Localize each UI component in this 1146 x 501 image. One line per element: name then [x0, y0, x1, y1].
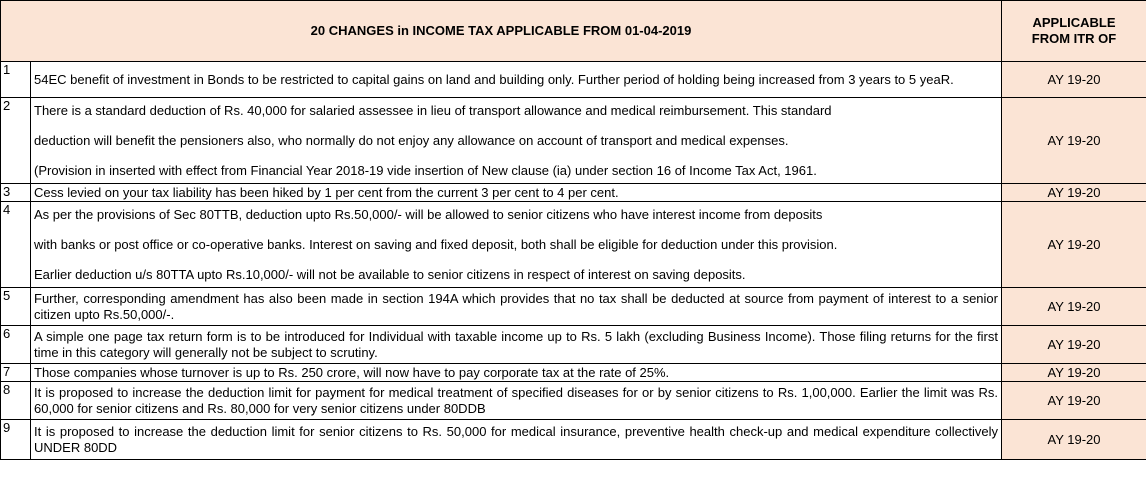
table-row [1, 62, 1146, 98]
row-description [31, 364, 1002, 382]
description-line: Those companies whose turnover is up to Rs. 250 crore, will now have to pay corporate tax at the rate of 25%. [34, 364, 670, 380]
description-line: 54EC benefit of investment in Bonds to be restricted to capital gains on land and building only. Further period of holding being increased from 3 years to 5 yeaR. [34, 71, 954, 87]
description-line: It is proposed to increase the deduction limit for senior citizens to Rs. 50,000 for medical insurance, preventive health check-up and medical expenditure collectively UNDER 80DD [34, 423, 998, 455]
table-row [1, 382, 1146, 420]
row-description [31, 98, 1002, 184]
description-line: It is proposed to increase the deduction limit for payment for medical treatment of specified diseases for or by senior citizens to Rs. 1,00,000. Earlier the limit was Rs. 60,000 for senior citizens and Rs. 80,000 for very senior citizens under 80DDB [34, 384, 998, 416]
table-row [1, 326, 1146, 364]
row-number: 1 [1, 62, 31, 98]
applicable-header-line2: FROM ITR OF [1031, 31, 1117, 46]
description-line: As per the provisions of Sec 80TTB, deduction upto Rs.50,000/- will be allowed to senior citizens who have interest income from deposits [34, 206, 823, 222]
table-row [1, 420, 1146, 460]
applicable-header-line1: APPLICABLE [1032, 15, 1116, 30]
row-number: 7 [1, 364, 31, 382]
row-description [31, 62, 1002, 98]
table-row [1, 288, 1146, 326]
row-description [31, 382, 1002, 420]
row-number: 3 [1, 184, 31, 202]
applicable-ay: AY 19-20 [1002, 184, 1146, 202]
header-row [1, 1, 1146, 62]
applicable-ay: AY 19-20 [1002, 288, 1146, 326]
row-description [31, 326, 1002, 364]
table-row [1, 98, 1146, 184]
row-number: 2 [1, 98, 31, 184]
applicable-ay: AY 19-20 [1002, 202, 1146, 288]
table-title: 20 CHANGES in INCOME TAX APPLICABLE FROM 01-04-2019 [1, 1, 1002, 62]
row-number: 4 [1, 202, 31, 288]
applicable-ay: AY 19-20 [1002, 382, 1146, 420]
applicable-ay: AY 19-20 [1002, 420, 1146, 460]
row-description [31, 202, 1002, 288]
description-line: Earlier deduction u/s 80TTA upto Rs.10,000/- will not be available to senior citizens in respect of interest on saving deposits. [34, 266, 746, 282]
table-row [1, 184, 1146, 202]
row-description [31, 184, 1002, 202]
applicable-ay: AY 19-20 [1002, 364, 1146, 382]
applicable-ay: AY 19-20 [1002, 62, 1146, 98]
row-description [31, 420, 1002, 460]
description-line: with banks or post office or co-operative banks. Interest on saving and fixed deposit, both shall be eligible for deduction under this provision. [34, 236, 838, 252]
description-line: (Provision in inserted with effect from Financial Year 2018-19 vide insertion of New clause (ia) under section 16 of Income Tax Act, 1961. [34, 162, 817, 178]
row-description [31, 288, 1002, 326]
table-row [1, 202, 1146, 288]
applicable-ay: AY 19-20 [1002, 326, 1146, 364]
row-number: 9 [1, 420, 31, 460]
row-number: 8 [1, 382, 31, 420]
description-line: deduction will benefit the pensioners also, who normally do not enjoy any allowance on account of transport and medical expenses. [34, 132, 789, 148]
description-line: A simple one page tax return form is to be introduced for Individual with taxable income up to Rs. 5 lakh (excluding Business Income). Those filing returns for the first time in this category will generally not be subject to scrutiny. [34, 328, 998, 360]
description-line: There is a standard deduction of Rs. 40,000 for salaried assessee in lieu of transport allowance and medical reimbursement. This standard [34, 102, 832, 118]
row-number: 5 [1, 288, 31, 326]
applicable-header [1002, 1, 1146, 62]
description-line: Further, corresponding amendment has also been made in section 194A which provides that no tax shall be deducted at source from payment of interest to a senior citizen upto Rs.50,000/-. [34, 290, 998, 322]
table-row [1, 364, 1146, 382]
description-line: Cess levied on your tax liability has been hiked by 1 per cent from the current 3 per cent to 4 per cent. [34, 184, 619, 200]
row-number: 6 [1, 326, 31, 364]
applicable-ay: AY 19-20 [1002, 98, 1146, 184]
